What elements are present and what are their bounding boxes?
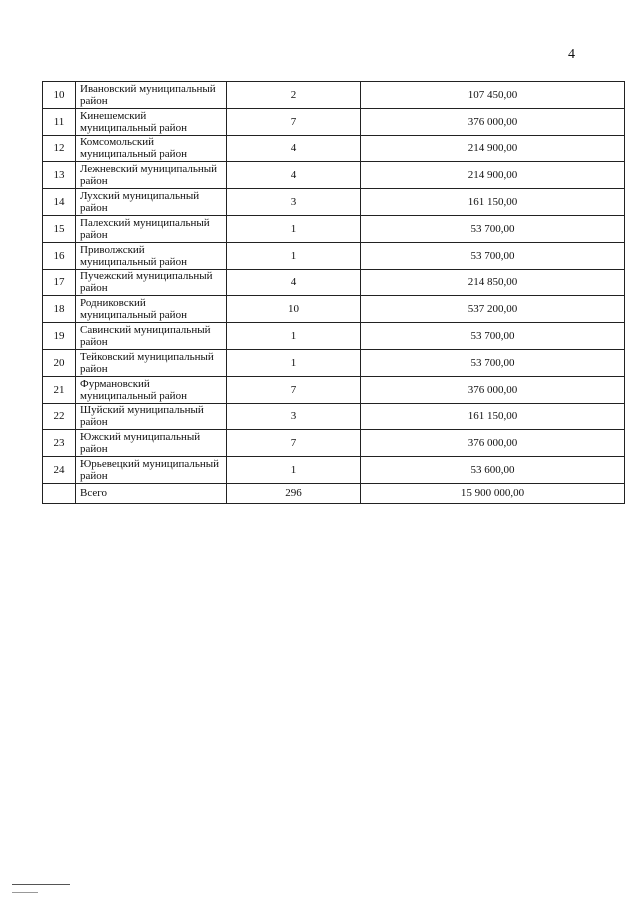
table-row: [43, 430, 625, 457]
allocation-table: [42, 81, 625, 504]
table-row: [43, 215, 625, 242]
allocation-sum: 53 700,00: [361, 215, 625, 242]
table-row: [43, 296, 625, 323]
recipient-count: 7: [227, 430, 361, 457]
district-name: Шуйский муниципальный район: [76, 403, 227, 430]
table-row: [43, 82, 625, 109]
allocation-sum: 376 000,00: [361, 430, 625, 457]
allocation-sum: 53 600,00: [361, 457, 625, 484]
table-row: [43, 349, 625, 376]
row-number: 10: [43, 82, 76, 109]
row-number: 11: [43, 108, 76, 135]
district-name: Пучежский муниципальный район: [76, 269, 227, 296]
row-number: 22: [43, 403, 76, 430]
recipient-count: 7: [227, 108, 361, 135]
table-row: [43, 323, 625, 350]
total-num-cell: [43, 483, 76, 503]
recipient-count: 10: [227, 296, 361, 323]
district-name: Лежневский муниципальный район: [76, 162, 227, 189]
district-name: Тейковский муниципальный район: [76, 349, 227, 376]
recipient-count: 2: [227, 82, 361, 109]
allocation-sum: 53 700,00: [361, 349, 625, 376]
row-number: 21: [43, 376, 76, 403]
table-row: [43, 457, 625, 484]
district-name: Юрьевецкий муниципальный район: [76, 457, 227, 484]
district-name: Южский муниципальный район: [76, 430, 227, 457]
total-sum: 15 900 000,00: [361, 483, 625, 503]
table-row: [43, 162, 625, 189]
allocation-sum: 53 700,00: [361, 242, 625, 269]
table-row: [43, 269, 625, 296]
district-name: Палехский муниципальный район: [76, 215, 227, 242]
recipient-count: 4: [227, 162, 361, 189]
row-number: 14: [43, 189, 76, 216]
row-number: 18: [43, 296, 76, 323]
district-name: Кинешемский муниципальный район: [76, 108, 227, 135]
recipient-count: 1: [227, 215, 361, 242]
allocation-sum: 214 900,00: [361, 135, 625, 162]
row-number: 20: [43, 349, 76, 376]
district-name: Ивановский муниципальный район: [76, 82, 227, 109]
recipient-count: 1: [227, 323, 361, 350]
allocation-sum: 537 200,00: [361, 296, 625, 323]
row-number: 19: [43, 323, 76, 350]
table-row: [43, 189, 625, 216]
recipient-count: 7: [227, 376, 361, 403]
total-count: 296: [227, 483, 361, 503]
recipient-count: 1: [227, 349, 361, 376]
recipient-count: 1: [227, 242, 361, 269]
row-number: 24: [43, 457, 76, 484]
recipient-count: 4: [227, 135, 361, 162]
row-number: 23: [43, 430, 76, 457]
table-row: [43, 403, 625, 430]
page-number: 4: [568, 47, 575, 62]
row-number: 15: [43, 215, 76, 242]
row-number: 13: [43, 162, 76, 189]
table-body: [43, 82, 625, 484]
table-row: [43, 242, 625, 269]
recipient-count: 3: [227, 189, 361, 216]
recipient-count: 4: [227, 269, 361, 296]
row-number: 12: [43, 135, 76, 162]
allocation-sum: 161 150,00: [361, 403, 625, 430]
district-name: Приволжский муниципальный район: [76, 242, 227, 269]
recipient-count: 1: [227, 457, 361, 484]
row-number: 16: [43, 242, 76, 269]
table-row: [43, 108, 625, 135]
district-name: Лухский муниципальный район: [76, 189, 227, 216]
table-row: [43, 376, 625, 403]
total-row: [43, 483, 625, 503]
allocation-sum: 107 450,00: [361, 82, 625, 109]
footer-line: [12, 884, 70, 885]
recipient-count: 3: [227, 403, 361, 430]
district-name: Родниковский муниципальный район: [76, 296, 227, 323]
allocation-sum: 214 900,00: [361, 162, 625, 189]
district-name: Комсомольский муниципальный район: [76, 135, 227, 162]
table-row: [43, 135, 625, 162]
district-name: Фурмановский муниципальный район: [76, 376, 227, 403]
total-label: Всего: [76, 483, 227, 503]
allocation-sum: 53 700,00: [361, 323, 625, 350]
allocation-sum: 214 850,00: [361, 269, 625, 296]
row-number: 17: [43, 269, 76, 296]
allocation-sum: 376 000,00: [361, 376, 625, 403]
allocation-sum: 161 150,00: [361, 189, 625, 216]
footer-line-short: [12, 892, 38, 893]
district-name: Савинский муниципальный район: [76, 323, 227, 350]
allocation-sum: 376 000,00: [361, 108, 625, 135]
